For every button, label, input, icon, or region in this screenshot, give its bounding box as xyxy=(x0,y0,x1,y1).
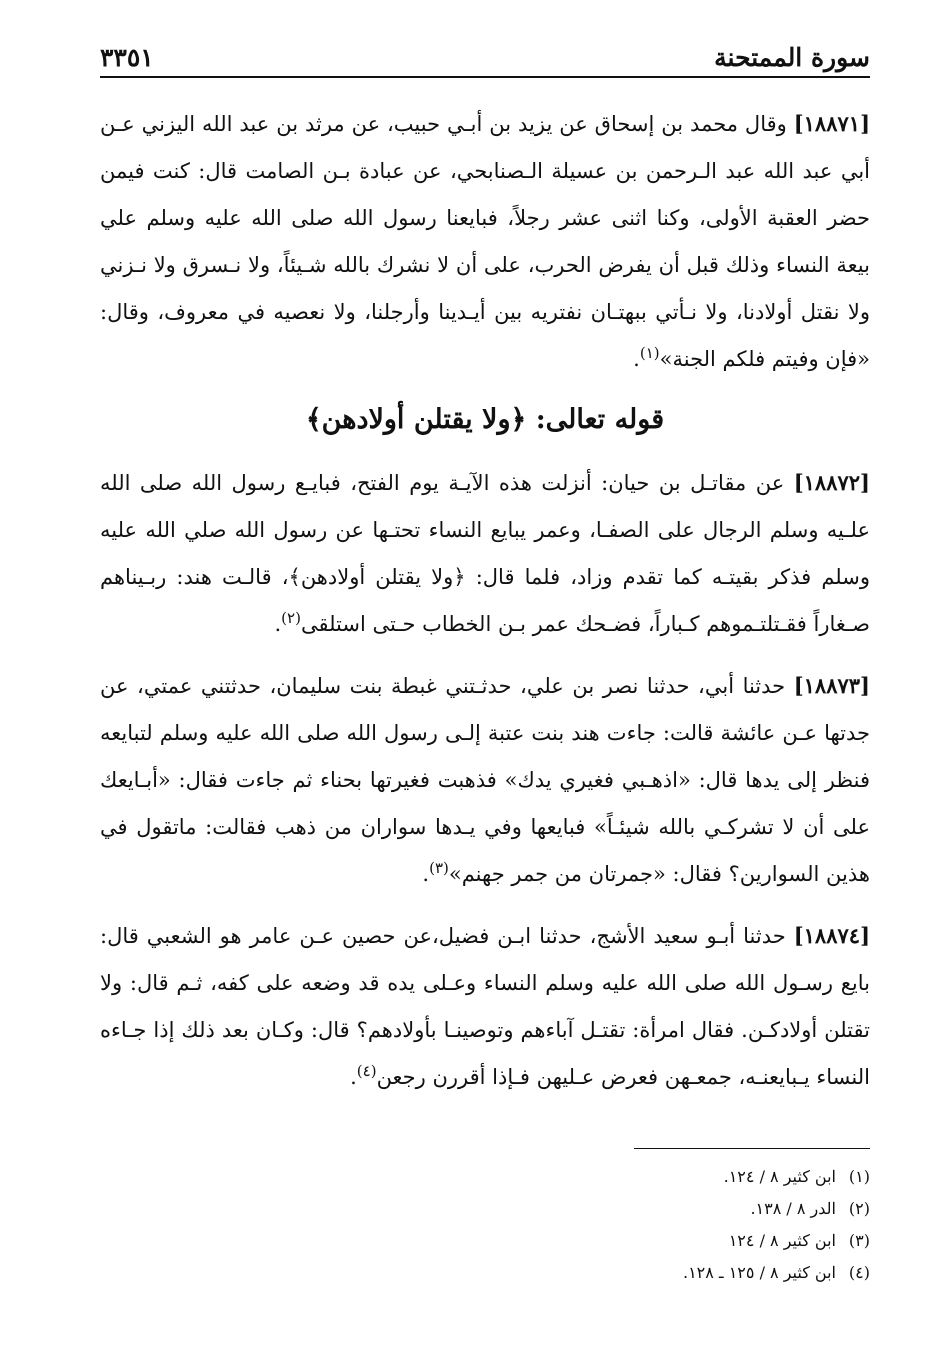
footnote-divider xyxy=(634,1148,870,1149)
hadith-paragraph-18872 xyxy=(100,459,870,648)
book-page xyxy=(100,28,870,1282)
hadith-paragraph-18874 xyxy=(100,912,870,1101)
footnote-item xyxy=(100,1193,870,1225)
sentence-end: . xyxy=(422,862,430,886)
footnote-text: ابن كثير ٨ / ١٢٤. xyxy=(723,1167,836,1186)
footnote-item xyxy=(100,1257,870,1289)
hadith-paragraph-18871 xyxy=(100,100,870,383)
hadith-text: وقال محمد بن إسحاق عن يزيد بن أبـي حبيب، عن مرثد بن عبد الله اليزني عـن أبي عبد الله عبد الـرحمن بن عسيلة الـصنابحي، عن عبادة بـن الصامت قال: كنت فيمن حضر العقبة الأولى، وكنا اثنى عشر رجلاً، فبايعنا رسول الله صلى الله عليه وسلم علي بيعة النساء وذلك قبل أن يفرض الحرب، على أن لا نشرك بالله شـيئاً، ولا نـسرق ولا نـزني ولا نقتل أولادنا، ولا نـأتي ببهتـان نفتريه بين أيـدينا وأرجلنا، ولا نعصيه في معروف، وقال: «فإن وفيتم فلكم الجنة» xyxy=(100,112,870,371)
footnote-text: ابن كثير ٨ / ١٢٥ ـ ١٢٨. xyxy=(682,1263,836,1282)
footnote-reference: (٢) xyxy=(281,609,301,627)
hadith-text: عن مقاتـل بن حيان: أنزلت هذه الآيـة يوم الفتح، فبايـع رسول الله صلى الله علـيه وسلم الرجال على الصفـا، وعمر يبايع النساء تحتـها عن رسول الله صلي الله عليه وسلم فذكر بقيتـه كما تقدم وزاد، فلما قال: ﴿ولا يقتلن أولادهن﴾، قالـت هند: ربـيناهم صـغاراً فقـتلتـموهم كـباراً، فضـحك عمر بـن الخطاب حـتى استلقى xyxy=(100,471,870,636)
hadith-number: [١٨٨٧٣] xyxy=(793,673,870,698)
footnote-number: (٤) xyxy=(848,1263,870,1282)
page-number: ٣٣٥١ xyxy=(100,43,154,72)
footnote-reference: (١) xyxy=(639,344,660,362)
sentence-end: . xyxy=(633,347,640,371)
footnote-number: (١) xyxy=(848,1167,870,1186)
footnote-text: ابن كثير ٨ / ١٢٤ xyxy=(728,1231,836,1250)
verse-heading: قوله تعالى: ﴿ولا يقتلن أولادهن﴾ xyxy=(305,404,665,435)
footnotes xyxy=(100,1148,870,1289)
surah-title: سورة الممتحنة xyxy=(714,43,870,72)
hadith-number: [١٨٨٧٤] xyxy=(793,923,870,948)
footnote-reference: (٣) xyxy=(429,859,449,877)
footnote-reference: (٤) xyxy=(356,1062,377,1080)
footnote-item xyxy=(100,1225,870,1257)
footnote-text: الدر ٨ / ١٣٨. xyxy=(750,1199,836,1218)
hadith-paragraph-18873 xyxy=(100,662,870,898)
hadith-text: حدثنا أبي، حدثنا نصر بن علي، حدثـتني غبطة بنت سليمان، حدثتني عمتي، عن جدتها عـن عائشة قالت: جاءت هند بنت عتبة إلـى رسول الله صلى الله عليه وسلم لتبايعه فنظر إلى يدها قال: «اذهـبي فغيري يدك» فذهبت فغيرتها بحناء ثم جاءت فقال: «أبـايعك على أن لا تشركـي بالله شيئـاً» فبايعها وفي يـدها سواران من ذهب فقالت: ماتقول في هذين السوارين؟ فقال: «جمرتان من جمر جهنم» xyxy=(100,674,870,886)
footnote-number: (٣) xyxy=(848,1231,870,1250)
footnote-item xyxy=(100,1161,870,1193)
footnote-number: (٢) xyxy=(848,1199,870,1218)
sentence-end: . xyxy=(350,1065,357,1089)
hadith-text: حدثنا أبـو سعيد الأشج، حدثنا ابـن فضيل،عن حصين عـن عامر هو الشعبي قال: بايع رسـول الله صلى الله عليه وسلم النساء وعـلى يده قد وضعه على كفه، ثـم قال: ولا تقتلن أولادكـن. فقال امرأة: تقتـل آباءهم وتوصينـا بأولادهم؟ قال: وكـان بعد ذلك إذا جـاءه النساء يـبايعنـه، جمعـهن فعرض عـليهن فـإذا أقررن رجعن xyxy=(100,924,870,1089)
hadith-number: [١٨٨٧١] xyxy=(793,111,870,136)
page-body xyxy=(100,100,870,1101)
hadith-number: [١٨٨٧٢] xyxy=(793,470,870,495)
page-header xyxy=(100,28,870,78)
sentence-end: . xyxy=(274,612,282,636)
